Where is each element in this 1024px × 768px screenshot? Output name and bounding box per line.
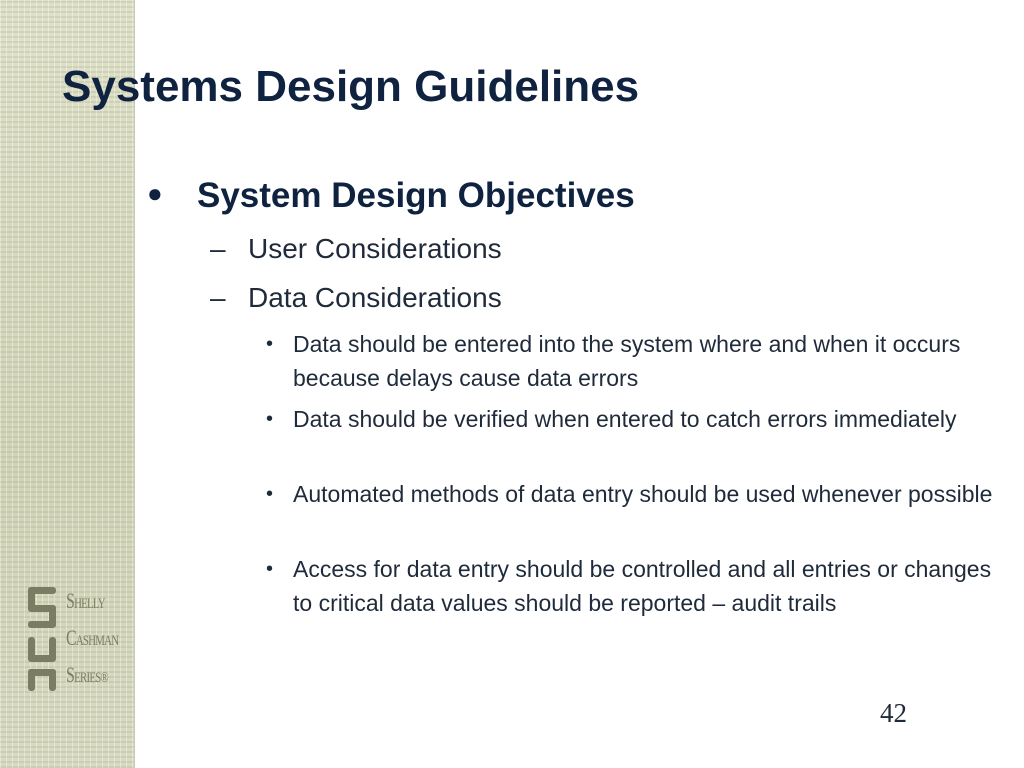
logo-word-cashman: CASHMAN (66, 625, 119, 650)
dot-icon: • (266, 483, 274, 505)
page-number: 42 (880, 698, 907, 728)
dot-icon: • (266, 558, 274, 580)
bullet-icon: ● (147, 178, 163, 208)
point-text: Data should be entered into the system where and when it occurs because delays cause data errors (293, 331, 961, 391)
point-text: Access for data entry should be controlled and all entries or changes to critical data values should be reported – audit trails (293, 556, 992, 616)
subitem-label: User Considerations (248, 233, 502, 264)
slide-title: Systems Design Guidelines (62, 62, 640, 111)
bullet-label: System Design Objectives (197, 176, 635, 215)
point-text: Automated methods of data entry should be used whenever possible (293, 481, 993, 507)
point-verify-data (266, 402, 1011, 436)
point-automated-entry (266, 477, 1011, 511)
subitem-label: Data Considerations (248, 282, 502, 313)
logo-word-series: SERIES® (66, 662, 108, 687)
dot-icon: • (266, 408, 274, 430)
point-text: Data should be verified when entered to catch errors immediately (293, 406, 957, 432)
decorative-sidebar (0, 0, 135, 768)
dot-icon: • (266, 333, 274, 355)
point-enter-data-when-occurs (266, 327, 1011, 395)
dash-icon: – (210, 233, 226, 264)
shelly-cashman-logo-icon (24, 585, 64, 695)
dash-icon: – (210, 282, 226, 313)
logo-word-shelly: SHELLY (66, 588, 105, 613)
point-access-control (266, 552, 1011, 620)
